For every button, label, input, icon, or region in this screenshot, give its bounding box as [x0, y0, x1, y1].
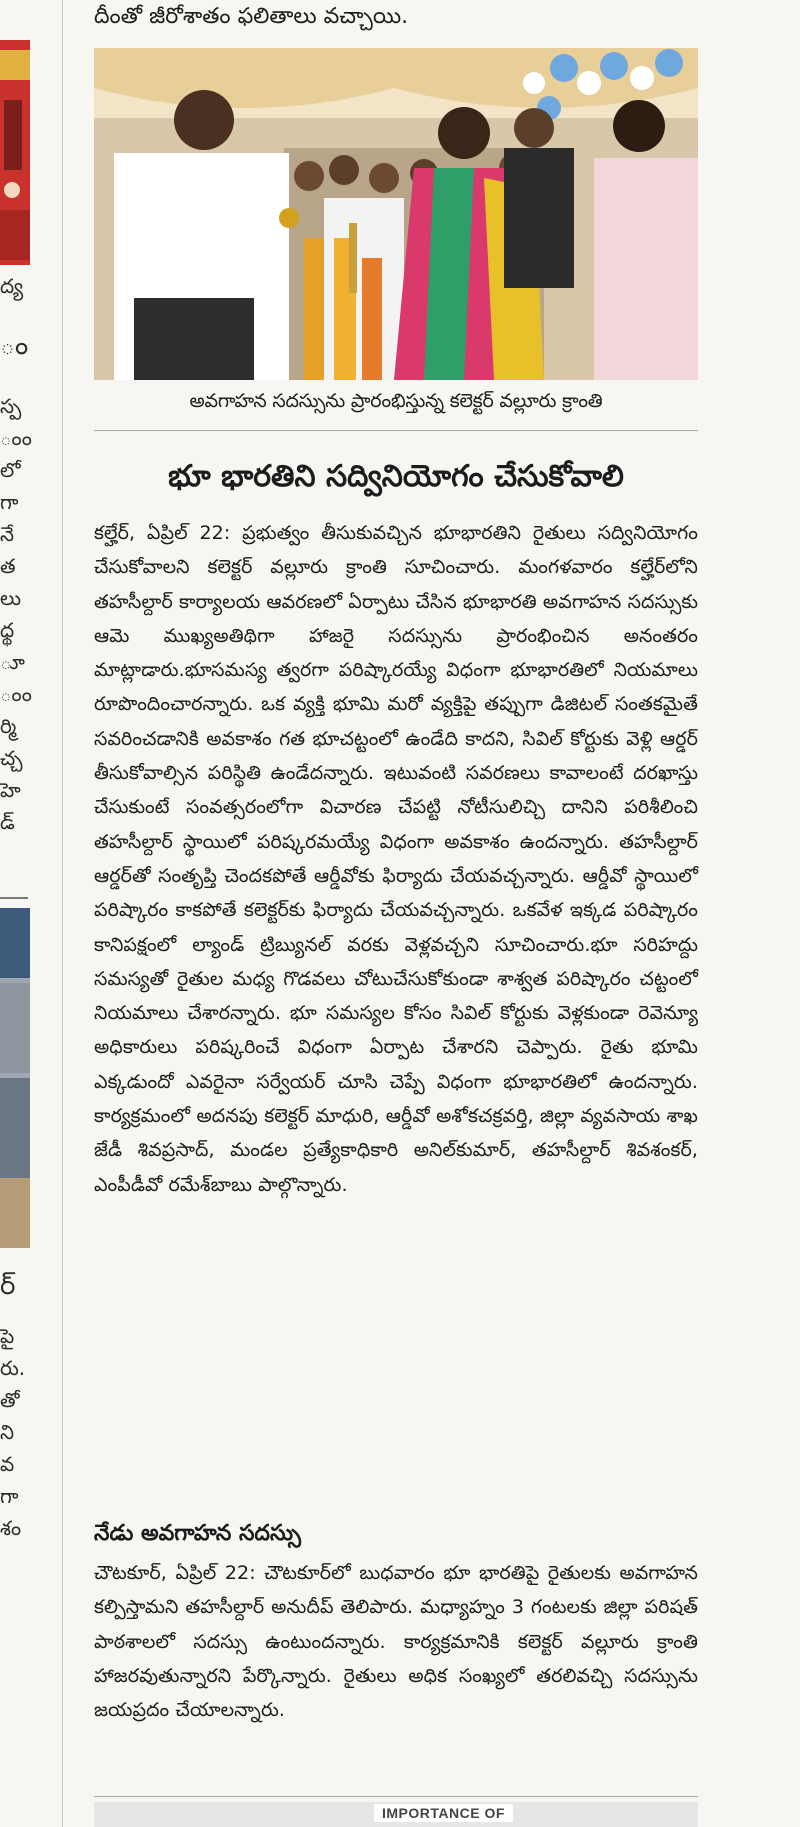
photo-caption: అవగాహన సదస్సును ప్రారంభిస్తున్న కలెక్టర్ వల్లూరు క్రాంతి	[189, 390, 603, 412]
sub-article-headline: నేడు అవగాహన సదస్సు	[94, 1521, 301, 1546]
adjacent-text-fragment: స్ప ంం లో గా నే త లు ధ్థ ూ ంం ర్మి చ్చ హె డ్	[0, 394, 32, 834]
previous-article-last-line: దీంతో జీరోశాతం ఫలితాలు వచ్చాయి.	[94, 4, 409, 29]
article-end-divider	[94, 1796, 698, 1797]
adjacent-rule	[0, 897, 28, 899]
sub-article-body	[94, 1556, 698, 1727]
adjacent-heading-fragment: ర్	[0, 1271, 16, 1301]
article-photo	[94, 48, 698, 380]
next-article-banner	[94, 1802, 698, 1827]
event-photo-illustration	[94, 48, 698, 380]
column-divider	[62, 0, 63, 1827]
adjacent-text-fragment: పై రు. తో ని వ గా శం	[0, 1324, 26, 1540]
adjacent-column-fragment	[0, 0, 62, 1827]
article-paragraph: కల్హేర్, ఏప్రిల్ 22: ప్రభుత్వం తీసుకువచ్చిన భూభారతిని రైతులు సద్వినియోగం చేసుకోవాలని కలెక్టర్ వల్లూరు క్రాంతి సూచించారు. మంగళవారం కల్హేర్‌లోని తహసీల్దార్ కార్యాలయ ఆవరణలో ఏర్పాటు చేసిన భూభారతి అవగాహన సదస్సుకు ఆమె ముఖ్యఅతిథిగా హాజరై సదస్సును ప్రారంభించిన అనంతరం మాట్లాడారు.భూసమస్య త్వరగా పరిష్కారయ్యే విధంగా భూభారతిలో నియమాలు రూపొందించారన్నారు. ఒక వ్యక్తి భూమి మరో వ్యక్తిపై తప్పుగా డిజిటల్ సంతకమైతే సవరించడానికి అవకాశం గత భూచట్టంలో ఉండేది కాదని, సివిల్ కోర్టుకు వెళ్లి ఆర్డర్ తీసుకోవాల్సిన పరిస్థితి ఉండేదన్నారు. ఇటువంటి సవరణలు కావాలంటే దరఖాస్తు చేసుకుంటే సంవత్సరంలోగా విచారణ చేపట్టి నోటీసులిచ్చి దానిని పరిశీలించి తహసీల్దార్ స్థాయిలో పరిష్కరమయ్యే విధంగా అవకాశం ఉందన్నారు. తహసీల్దార్ ఆర్డర్‌తో సంతృప్తి చెందకపోతే ఆర్డీవోకు ఫిర్యాదు చేయవచ్చన్నారు. ఆర్డీవో స్థాయిలో పరిష్కారం కాకపోతే కలెక్టర్‌కు ఫిర్యాదు చేయవచ్చన్నారు. ఒకవేళ ఇక్కడ పరిష్కారం కానిపక్షంలో ల్యాండ్ ట్రిబ్యునల్ వరకు వెళ్లవచ్చని సూచించారు.భూ సరిహద్దు సమస్యతో రైతుల మధ్య గొడవలు చోటుచేసుకోకుండా శాశ్వత పరిష్కారం చట్టంలో నియమాలు చేశారన్నారు. భూ సమస్యల కోసం సివిల్ కోర్టుకు వెళ్లకుండా రెవెన్యూ అధికారులు పరిష్కరించే విధంగా ఏర్పాట చేశారని చెప్పారు. రైతు భూమి ఎక్కడుందో ఎవరైనా సర్వేయర్ చూసి చెప్పే విధంగా భూభారతిలో ఉందన్నారు. కార్యక్రమంలో అదనపు కలెక్టర్ మాధురి, ఆర్డీవో అశోకచక్రవర్తి, జిల్లా వ్యవసాయ శాఖ జేడీ శివప్రసాద్, మండల ప్రత్యేకాధికారి అనిల్‌కుమార్, తహసీల్దార్ శివశంకర్, ఎంపీడీవో రమేశ్‌బాబు పాల్గొన్నారు.	[94, 522, 698, 1196]
banner-label: IMPORTANCE OF	[374, 1804, 513, 1822]
adjacent-photo-fragment	[0, 40, 30, 265]
article-body	[94, 516, 698, 1202]
adjacent-photo-fragment	[0, 908, 30, 1248]
article-headline: భూ భారతిని సద్వినియోగం చేసుకోవాలి	[168, 459, 624, 494]
adjacent-text-fragment: ద్య	[0, 274, 24, 298]
adjacent-heading-fragment: ం	[0, 331, 29, 361]
caption-divider	[94, 430, 698, 431]
sub-article-paragraph: చౌటకూర్, ఏప్రిల్ 22: చౌటకూర్‌లో బుధవారం భూ భారతిపై రైతులకు అవగాహన కల్పిస్తామని తహసీల్దార్ అనుదీప్ తెలిపారు. మధ్యాహ్నం 3 గంటలకు జిల్లా పరిషత్ పాఠశాలలో సదస్సు ఉంటుందన్నారు. కార్యక్రమానికి కలెక్టర్ వల్లూరు క్రాంతి హాజరవుతున్నారని పేర్కొన్నారు. రైతులు అధిక సంఖ్యలో తరలివచ్చి సదస్సును జయప్రదం చేయాలన్నారు.	[94, 1562, 698, 1722]
